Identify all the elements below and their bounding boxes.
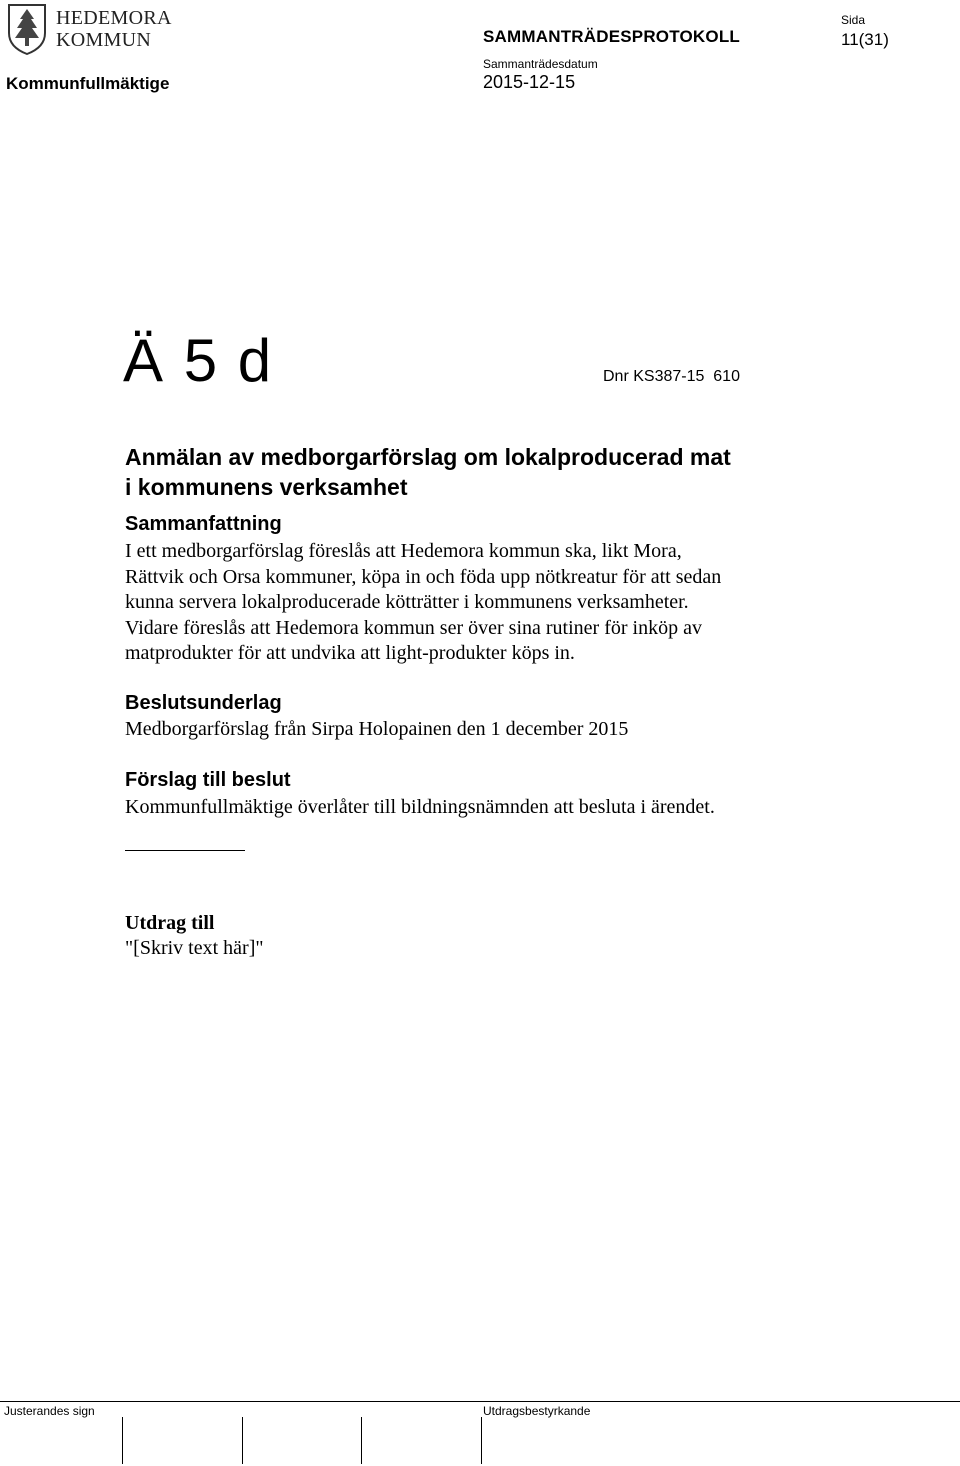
summary-paragraph xyxy=(125,539,845,667)
signature-box-divider xyxy=(361,1417,362,1464)
extract-text: "[Skriv text här]" xyxy=(125,937,264,959)
tree-crest-icon xyxy=(6,3,48,55)
item-title-line2: i kommunens verksamhet xyxy=(125,474,408,500)
proposal-heading: Förslag till beslut xyxy=(125,769,291,791)
certification-label: Utdragsbestyrkande xyxy=(483,1404,591,1418)
summary-line: Vidare föreslås att Hedemora kommun ser över sina rutiner för inköp av xyxy=(125,616,702,639)
summary-line: Rättvik och Orsa kommuner, köpa in och föda upp nötkreatur för att sedan xyxy=(125,565,722,588)
page-number: 11(31) xyxy=(841,30,889,49)
signature-box-divider xyxy=(242,1417,243,1464)
meeting-date: 2015-12-15 xyxy=(483,72,576,92)
municipality-logo xyxy=(6,3,181,55)
signature-box-divider xyxy=(122,1417,123,1464)
summary-line: matprodukter för att undvika att light-produkter köps in. xyxy=(125,642,575,664)
document-type: SAMMANTRÄDESPROTOKOLL xyxy=(483,27,740,46)
footer-divider xyxy=(0,1401,960,1402)
summary-heading: Sammanfattning xyxy=(125,513,282,535)
meeting-date-label: Sammanträdesdatum xyxy=(483,57,598,71)
summary-line: I ett medborgarförslag föreslås att Hedemora kommun ska, likt Mora, xyxy=(125,540,682,562)
basis-text: Medborgarförslag från Sirpa Holopainen den 1 december 2015 xyxy=(125,718,629,740)
item-title xyxy=(125,442,885,502)
logo-text-line2: KOMMUN xyxy=(56,29,152,51)
logo-text-line1: HEDEMORA xyxy=(56,7,172,29)
signature-label: Justerandes sign xyxy=(4,1404,95,1418)
signature-box-divider xyxy=(481,1417,482,1464)
committee-name: Kommunfullmäktige xyxy=(6,74,170,93)
item-number: Ä 5 d xyxy=(123,327,274,394)
basis-heading: Beslutsunderlag xyxy=(125,692,282,714)
proposal-text: Kommunfullmäktige överlåter till bildningsnämnden att besluta i ärendet. xyxy=(125,796,715,818)
case-number: Dnr KS387-15 610 xyxy=(603,368,740,385)
extract-heading: Utdrag till xyxy=(125,912,215,934)
page-label: Sida xyxy=(841,13,866,27)
item-title-line1: Anmälan av medborgarförslag om lokalproducerad mat xyxy=(125,444,731,470)
summary-line: kunna servera lokalproducerade kötträtter i kommunens verksamheter. xyxy=(125,591,689,613)
separator-line xyxy=(125,850,245,851)
